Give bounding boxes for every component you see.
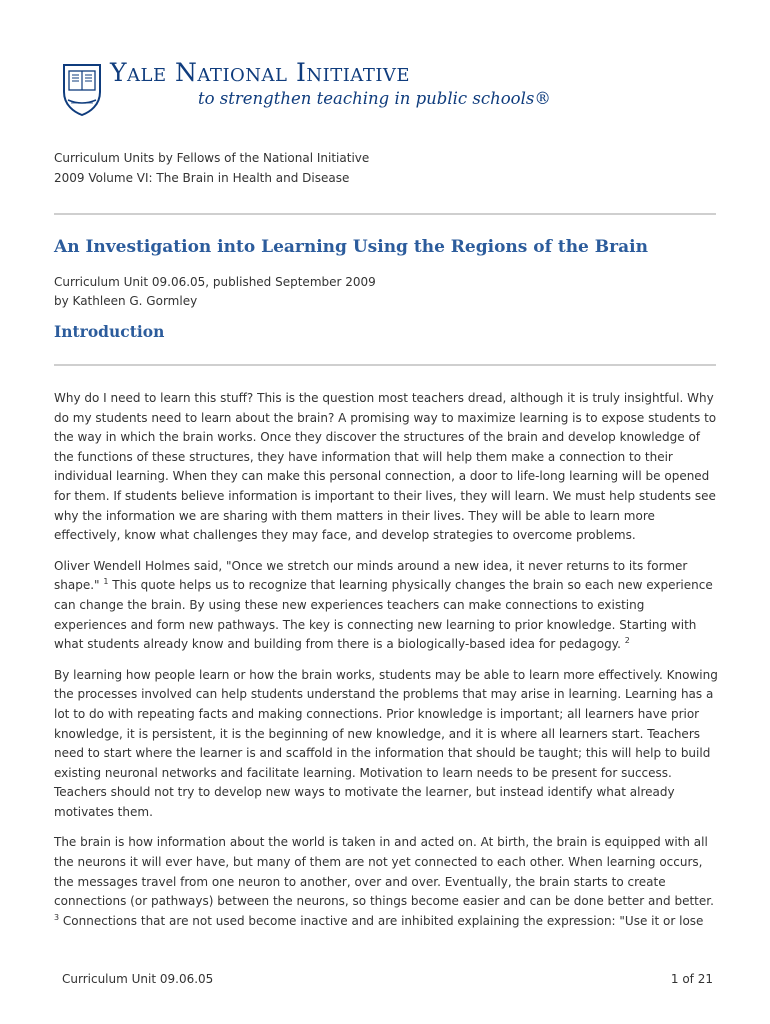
footnote-ref[interactable]: 1 (103, 577, 109, 587)
volume-label: 2009 Volume VI: The Brain in Health and Disease (54, 171, 350, 185)
body-text (54, 389, 720, 942)
paragraph-text: By learning how people learn or how the brain works, students may be able to learn more effectively. Knowing the processes involved can help students understand the problems that may arise in learning. Learning has a lot to do with repeating facts and making connections. Prior knowledge is important; all learners have prior knowledge, it is persistent, it is the beginning of new knowledge, and it is where all learners start. Teachers need to start where the learner is and scaffold in the information that should be taught; this will help to build existing neuronal networks and facilitate learning. Motivation to learn needs to be present for success. Teachers should not try to develop new ways to motivate the learner, but instead identify what already motivates them. (54, 667, 718, 819)
logo-tagline: to strengthen teaching in public schools® (198, 89, 551, 108)
yale-shield-icon (60, 62, 104, 116)
series-label: Curriculum Units by Fellows of the National Initiative (54, 151, 370, 165)
paragraph-text: The brain is how information about the world is taken in and acted on. At birth, the brain is equipped with all the neurons it will ever have, but many of them are not yet connected to each other. When learning occurs, the messages travel from one neuron to another, over and over. Eventually, the brain starts to create connections (or pathways) between the neurons, so things become easier and can be done better and better. (54, 835, 714, 909)
logo-title: Yale National Initiative (110, 58, 411, 87)
paragraph (54, 389, 720, 546)
divider (54, 213, 716, 215)
divider (54, 364, 716, 366)
paragraph-text: Oliver Wendell Holmes said, "Once we stretch our minds around a new idea, it never returns to its former shape." (54, 558, 688, 593)
author: by Kathleen G. Gormley (54, 294, 198, 308)
publication-info: Curriculum Unit 09.06.05, published September 2009 (54, 275, 376, 289)
footer-unit: Curriculum Unit 09.06.05 (62, 972, 214, 986)
paragraph (54, 557, 720, 655)
paragraph (54, 666, 720, 823)
footnote-ref[interactable]: 3 (54, 912, 60, 922)
paragraph (54, 833, 720, 931)
yale-national-initiative-logo[interactable] (60, 58, 551, 128)
footnote-ref[interactable]: 2 (624, 636, 630, 646)
paragraph-text: Why do I need to learn this stuff? This is the question most teachers dread, although it is truly insightful. Why do my students need to learn about the brain? A promising way to maximize learning is to expose students to the way in which the brain works. Once they discover the structures of the brain and develop knowledge of the functions of these structures, they have information that will help them make a connection to their individual learning. When they can make this personal connection, a door to life-long learning will be opened for them. If students believe information is important to their lives, they will learn. We must help students see why the information we are sharing with them matters in their lives. They will be able to learn more effectively, know what challenges they may face, and develop strategies to overcome problems. (54, 391, 717, 543)
page-number: 1 of 21 (670, 972, 713, 986)
unit-title: An Investigation into Learning Using the Regions of the Brain (54, 237, 648, 257)
section-title: Introduction (54, 322, 165, 341)
paragraph-text: This quote helps us to recognize that learning physically changes the brain so each new experience can change the brain. By using these new experiences teachers can make connections to existing experiences and form new pathways. The key is connecting new learning to prior knowledge. Starting with what students already know and building from there is a biologically-based idea for pedagogy. (54, 578, 713, 652)
paragraph-text: Connections that are not used become inactive and are inhibited explaining the expression: "Use it or lose (59, 913, 704, 928)
